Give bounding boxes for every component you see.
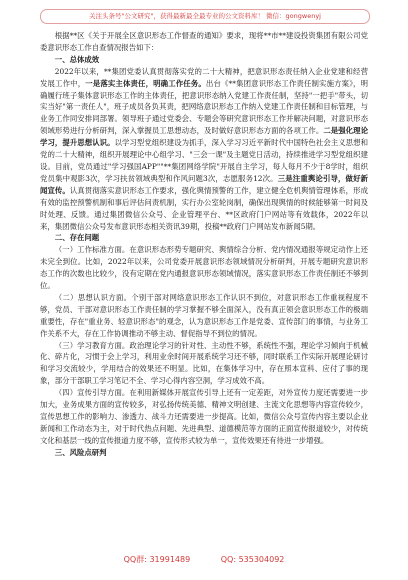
contact-footer: [0, 553, 408, 567]
intro-paragraph: 根据**区《关于开展全区意识形态工作督查的通知》要求，现将**市**建设投资集团有限公司党委意识形态工作自查情况报告如下：: [40, 31, 368, 52]
results-text-2: 以学习型党组织建设为抓手，深入学习习近平新时代中国特色社会主义思想和党的二十大精神，组织开展理论中心组学习、"三会一课"及主题党日活动，持续推进学习型党组织建设。目前，党员通过"学习强国APP""**集团网络学院"开展自主学习，每人每月不少于8学时，组织党员集中观影3次，学习扶贫领域典型和作风问题3次，志愿服务12次。: [40, 138, 368, 183]
promo-banner: 关注头条号"公文研究"，获得最新最全最专业的公文资料库！ 微信：gongwenyj: [40, 9, 370, 24]
section-heading-results: 一、总体成效: [54, 54, 100, 64]
qq-group: QQ群: 31991489: [123, 555, 191, 564]
results-lead: 2022年以来，**集团党委认真贯彻落实党的二十大精神，把意识形态责任纳入企业党建和经营发展工作中，: [40, 66, 368, 88]
results-text-1: 出台《**集团意识形态工作责任制实施方案》，明确履行班子集体意识形态工作的主体责任，把意识形态纳入党建工作责任制，坚持"一把手"带头，切实当好"第一责任人"，班子成员各负其责，把网络意识形态工作纳入党建工作责任制和目标管理，与业务工作同安排同部署。领导班子通过党委会、专题会等研究意识形态工作并解决问题，对意识形态领域形势进行分析研判，深入掌握员工思想动态，及时做好意识形态方面的各项工作。: [40, 78, 368, 136]
results-point-1: 一是落实主体责任，明确工作任务。: [85, 78, 206, 88]
qq-number: QQ: 535304092: [220, 555, 285, 564]
problem-awareness: （二）思想认识方面。个别干部对网络意识形态工作认识不到位，对意识形态工作重视程度不够，党员、干部对意识形态工作责任制的学习掌握不够全面深入，没有真正领会意识形态工作的极端重要性，存在"重业务、轻意识形态"的观念，认为意识形态工作是党委、宣传部门的事情，与业务工作关系不大，存在工作协调推动不够主动、督促指导不到位的情况。: [40, 292, 368, 338]
results-point-3: 三是注重舆论引导，做好新闻宣传。: [40, 173, 368, 195]
results-point-2: 二是强化理论学习，提升思想认识。: [40, 126, 368, 148]
results-text-3: 认真贯彻落实意识形态工作要求，强化舆情预警的工作，建立健全危机舆情管理体系，形成有效的监控预警机制和事后评估问责机制，实行办公室轮岗制，确保出现舆情的时候能够第一时间及时处理、反馈。通过集团微信公众号、企业管理平台、**区政府门户网站等有效载体，2022年以来，集团微信公众号发布意识形态相关资讯39期，投稿**政府门户网站发布新闻5期。: [40, 185, 368, 231]
problem-standards: （一）工作标准方面。在意识形态形势专题研究、舆情综合分析、党内情况通报等规定动作上还未完全到位。比如，2022年以来，公司党委开展意识形态领域情况分析研判，开展专题研究意识形态工作的次数也比较少，没有定期在党内通报意识形态领域情况，落实意识形态工作责任制还不够到位。: [40, 245, 368, 291]
section-heading-problems: 二、存在问题: [54, 233, 100, 243]
section-heading-risks: 三、风险点研判: [54, 447, 107, 457]
problem-learning: （三）学习教育方面。政治理论学习的针对性、主动性不够，系统性不强，理论学习倾向于机械化、碎片化，习惯于会上学习，利用业余时间开展系统学习还不够，同时联系工作实际开展理论研讨和学习交流较少，学用结合的效果还不明显。比如，在集体学习中，存在照本宣科、应付了事的现象，部分干部职工学习笔记不全、学习心得内容空洞，学习成效不高。: [40, 340, 368, 386]
results-paragraph: [40, 66, 368, 233]
problem-publicity: （四）宣传引导方面。在利用新媒体开展宣传引导上还有一定差距，对外宣传力度还需要进一步加大，业务成果方面的宣传较多，对弘扬传统美德、精神文明创建、主流文化思想等内容宣传较少，宣传思想工作的影响力、渗透力、战斗力还需要进一步提高。比如，微信公众号宣传内容主要以企业新闻和工作动态为主，对于时代热点问题、先进典型、道德模范等方面的正面宣传报道较少，对传统文化和基层一线的宣传报道力度不够，宣传形式较为单一，宣传效果还有待进一步增强。: [40, 388, 368, 445]
document-page: [40, 30, 368, 550]
